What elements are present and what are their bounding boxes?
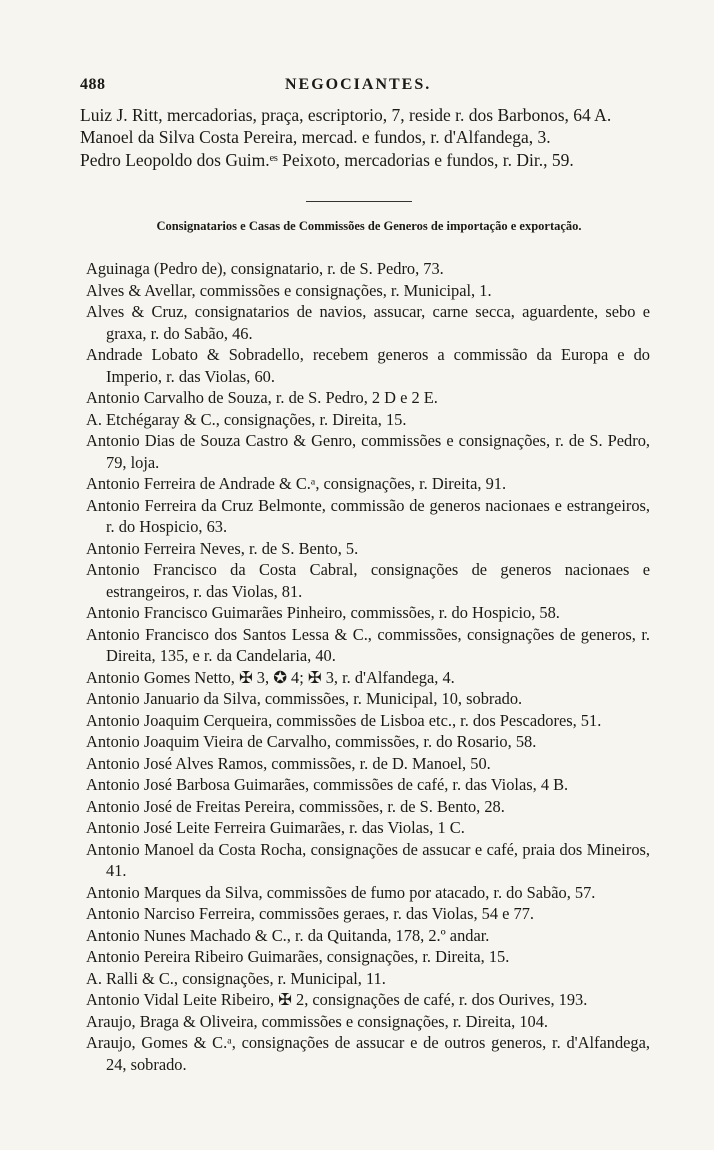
directory-entry: Antonio José Leite Ferreira Guimarães, r. das Violas, 1 C. [86,818,465,837]
directory-entry: Antonio Narciso Ferreira, commissões geraes, r. das Violas, 54 e 77. [86,904,534,923]
directory-entry: Antonio José Alves Ramos, commissões, r. de D. Manoel, 50. [86,753,491,773]
consignatarios-list [86,258,650,1075]
directory-entry: Antonio Ferreira da Cruz Belmonte, commissão de generos nacionaes e estrangeiros, r. do Hospicio, 63. [86,495,650,536]
directory-entry: Antonio Nunes Machado & C., r. da Quitanda, 178, 2.º andar. [86,925,490,945]
directory-entry: Antonio Marques da Silva, commissões de fumo por atacado, r. do Sabão, 57. [86,882,596,902]
directory-entry: Aguinaga (Pedro de), consignatario, r. de S. Pedro, 73. [86,259,444,278]
directory-entry: Antonio Dias de Souza Castro & Genro, commissões e consignações, r. de S. Pedro, 79, loja. [86,431,650,472]
directory-entry: Antonio José de Freitas Pereira, commissões, r. de S. Bento, 28. [86,796,505,816]
directory-entry: Antonio Francisco dos Santos Lessa & C., commissões, consignações de generos, r. Direita, 135, e r. da Candelaria, 40. [86,624,650,665]
directory-entry: Pedro Leopoldo dos Guim.ᵉˢ Peixoto, mercadorias e fundos, r. Dir., 59. [80,149,574,170]
directory-entry: Antonio Francisco Guimarães Pinheiro, commissões, r. do Hospicio, 58. [86,603,560,622]
directory-entry: Antonio Carvalho de Souza, r. de S. Pedro, 2 D e 2 E. [86,388,438,407]
directory-entry: Antonio Joaquim Cerqueira, commissões de Lisboa etc., r. dos Pescadores, 51. [86,710,602,730]
page-number: 488 [80,76,106,93]
directory-entry: Antonio Pereira Ribeiro Guimarães, consignações, r. Direita, 15. [86,947,510,966]
directory-entry: Antonio José Barbosa Guimarães, commissões de café, r. das Violas, 4 B. [86,775,569,794]
directory-entry: A. Ralli & C., consignações, r. Municipal, 11. [86,968,386,988]
directory-entry: Antonio Januario da Silva, commissões, r. Municipal, 10, sobrado. [86,689,523,708]
directory-entry: Antonio Francisco da Costa Cabral, consignações de generos nacionaes e estrangeiros, r. das Violas, 81. [86,560,650,601]
directory-entry: Antonio Ferreira Neves, r. de S. Bento, 5. [86,538,359,558]
directory-entry: Antonio Gomes Netto, ✠ 3, ✪ 4; ✠ 3, r. d'Alfandega, 4. [86,667,455,687]
section-divider [306,201,412,202]
directory-entry: Manoel da Silva Costa Pereira, mercad. e fundos, r. d'Alfandega, 3. [80,127,551,148]
directory-entry: Araujo, Braga & Oliveira, commissões e consignações, r. Direita, 104. [86,1011,549,1031]
directory-entry: Alves & Avellar, commissões e consignações, r. Municipal, 1. [86,280,492,300]
directory-entry: Antonio Vidal Leite Ribeiro, ✠ 2, consignações de café, r. dos Ourives, 193. [86,990,588,1009]
directory-entry: Andrade Lobato & Sobradello, recebem generos a commissão da Europa e do Imperio, r. das Violas, 60. [86,345,650,386]
directory-entry: Antonio Joaquim Vieira de Carvalho, commissões, r. do Rosario, 58. [86,732,537,751]
directory-entry: Alves & Cruz, consignatarios de navios, assucar, carne secca, aguardente, sebo e graxa, r. do Sabão, 46. [86,302,650,343]
section-heading: Consignatarios e Casas de Commissões de Generos de importação e exportação. [156,219,582,233]
top-entries [80,104,650,171]
directory-entry: Luiz J. Ritt, mercadorias, praça, escriptorio, 7, reside r. dos Barbonos, 64 A. [80,105,612,125]
directory-entry: Antonio Manoel da Costa Rocha, consignações de assucar e café, praia dos Mineiros, 41. [86,839,650,880]
page-header [80,76,650,100]
directory-entry: Araujo, Gomes & C.ᵃ, consignações de assucar e de outros generos, r. d'Alfandega, 24, sobrado. [86,1033,650,1074]
directory-entry: Antonio Ferreira de Andrade & C.ᵃ, consignações, r. Direita, 91. [86,474,507,493]
running-head: NEGOCIANTES. [285,76,432,93]
directory-entry: A. Etchégaray & C., consignações, r. Direita, 15. [86,409,407,429]
